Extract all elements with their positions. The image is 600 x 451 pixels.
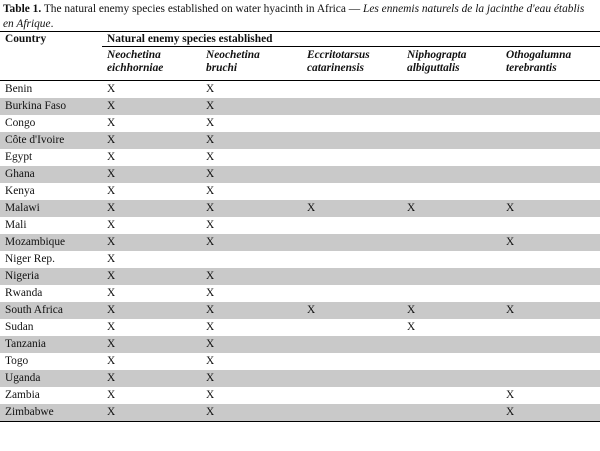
albiguttalis-cell	[402, 115, 501, 132]
bruchi-cell: X	[201, 166, 302, 183]
column-header-species: Othogalumna terebrantis	[501, 47, 600, 81]
country-cell: Niger Rep.	[5, 253, 55, 265]
country-cell: Zambia	[5, 389, 40, 401]
albiguttalis-cell	[402, 183, 501, 200]
caption-text: The natural enemy species established on water hyacinth in Africa —	[41, 3, 363, 15]
terebrantis-cell	[501, 149, 600, 166]
bruchi-cell: X	[201, 370, 302, 387]
bruchi-cell: X	[201, 132, 302, 149]
albiguttalis-cell	[402, 387, 501, 404]
country-cell: Congo	[5, 117, 36, 129]
table-row	[0, 336, 600, 353]
country-cell: Mozambique	[0, 234, 102, 251]
catarinensis-cell	[302, 166, 402, 183]
catarinensis-cell	[302, 251, 402, 268]
albiguttalis-cell: X	[402, 302, 501, 319]
table-row	[0, 234, 600, 251]
terebrantis-cell	[501, 370, 600, 387]
terebrantis-cell: X	[501, 234, 600, 251]
country-cell: South Africa	[0, 302, 102, 319]
column-header-species: Neochetina eichhorniae	[102, 47, 201, 81]
catarinensis-cell	[302, 285, 402, 302]
natural-enemy-table	[0, 31, 600, 422]
country-cell: Egypt	[5, 151, 33, 163]
caption-end: .	[50, 18, 54, 30]
table-row	[0, 149, 600, 166]
table-row	[0, 319, 600, 336]
table-row	[0, 166, 600, 183]
header-row-species	[0, 47, 600, 81]
catarinensis-cell	[302, 132, 402, 149]
bruchi-cell: X	[201, 268, 302, 285]
terebrantis-cell: X	[506, 389, 515, 401]
terebrantis-cell	[501, 132, 600, 149]
bruchi-cell	[201, 251, 302, 268]
eichhorniae-cell: X	[102, 234, 201, 251]
bruchi-cell: X	[201, 98, 302, 115]
country-cell: Zimbabwe	[0, 404, 102, 422]
table-row	[0, 387, 600, 404]
albiguttalis-cell: X	[402, 200, 501, 217]
catarinensis-cell	[302, 183, 402, 200]
eichhorniae-cell: X	[102, 132, 201, 149]
table-row	[0, 81, 600, 99]
eichhorniae-cell: X	[107, 355, 116, 367]
eichhorniae-cell: X	[102, 336, 201, 353]
terebrantis-cell	[501, 285, 600, 302]
terebrantis-cell	[501, 319, 600, 336]
albiguttalis-cell	[402, 336, 501, 353]
table-row	[0, 353, 600, 370]
albiguttalis-cell	[402, 98, 501, 115]
table-row	[0, 370, 600, 387]
column-header-species: Niphograpta albiguttalis	[402, 47, 501, 81]
eichhorniae-cell: X	[102, 166, 201, 183]
eichhorniae-cell: X	[107, 321, 116, 333]
catarinensis-cell	[302, 98, 402, 115]
country-cell: Ghana	[0, 166, 102, 183]
country-cell: Tanzania	[0, 336, 102, 353]
eichhorniae-cell: X	[107, 117, 116, 129]
table-row	[0, 285, 600, 302]
terebrantis-cell	[501, 217, 600, 234]
catarinensis-cell: X	[302, 200, 402, 217]
albiguttalis-cell	[402, 132, 501, 149]
eichhorniae-cell: X	[102, 370, 201, 387]
eichhorniae-cell: X	[107, 151, 116, 163]
catarinensis-cell	[302, 115, 402, 132]
column-header-species: Neochetina bruchi	[201, 47, 302, 81]
catarinensis-cell	[302, 353, 402, 370]
bruchi-cell: X	[201, 302, 302, 319]
terebrantis-cell: X	[501, 302, 600, 319]
bruchi-cell: X	[201, 200, 302, 217]
albiguttalis-cell	[402, 149, 501, 166]
catarinensis-cell	[302, 370, 402, 387]
header-row-group	[0, 32, 600, 47]
eichhorniae-cell: X	[102, 302, 201, 319]
column-header-group: Natural enemy species established	[102, 32, 600, 47]
catarinensis-cell	[302, 387, 402, 404]
table-row	[0, 98, 600, 115]
catarinensis-cell	[302, 336, 402, 353]
albiguttalis-cell	[402, 268, 501, 285]
country-cell: Nigeria	[0, 268, 102, 285]
bruchi-cell: X	[206, 83, 215, 95]
eichhorniae-cell: X	[102, 268, 201, 285]
albiguttalis-cell: X	[407, 321, 416, 333]
albiguttalis-cell	[402, 251, 501, 268]
albiguttalis-cell	[402, 353, 501, 370]
country-cell: Mali	[5, 219, 27, 231]
table-row	[0, 268, 600, 285]
albiguttalis-cell	[402, 370, 501, 387]
table-row	[0, 251, 600, 268]
terebrantis-cell	[501, 115, 600, 132]
terebrantis-cell	[501, 81, 600, 99]
eichhorniae-cell: X	[107, 253, 116, 265]
bruchi-cell: X	[206, 219, 215, 231]
albiguttalis-cell	[402, 234, 501, 251]
country-cell: Rwanda	[5, 287, 43, 299]
terebrantis-cell	[501, 183, 600, 200]
albiguttalis-cell	[402, 166, 501, 183]
bruchi-cell: X	[206, 151, 215, 163]
bruchi-cell: X	[206, 321, 215, 333]
table-caption	[3, 2, 597, 32]
catarinensis-cell	[302, 404, 402, 422]
catarinensis-cell	[302, 268, 402, 285]
eichhorniae-cell: X	[107, 185, 116, 197]
table-body	[0, 81, 600, 422]
terebrantis-cell	[501, 353, 600, 370]
table-row	[0, 132, 600, 149]
terebrantis-cell	[501, 251, 600, 268]
terebrantis-cell: X	[501, 200, 600, 217]
country-cell: Burkina Faso	[0, 98, 102, 115]
bruchi-cell: X	[201, 336, 302, 353]
bruchi-cell: X	[206, 117, 215, 129]
caption-label: Table 1.	[3, 3, 42, 15]
catarinensis-cell	[302, 319, 402, 336]
albiguttalis-cell	[402, 217, 501, 234]
country-cell: Sudan	[5, 321, 34, 333]
country-cell: Benin	[5, 83, 33, 95]
eichhorniae-cell: X	[107, 287, 116, 299]
bruchi-cell: X	[201, 404, 302, 422]
country-cell: Malawi	[0, 200, 102, 217]
bruchi-cell: X	[206, 185, 215, 197]
table-row	[0, 183, 600, 200]
eichhorniae-cell: X	[107, 389, 116, 401]
eichhorniae-cell: X	[107, 219, 116, 231]
albiguttalis-cell	[402, 285, 501, 302]
bruchi-cell: X	[206, 355, 215, 367]
country-cell: Togo	[5, 355, 29, 367]
eichhorniae-cell: X	[102, 98, 201, 115]
terebrantis-cell	[501, 166, 600, 183]
eichhorniae-cell: X	[102, 404, 201, 422]
caption-french: Les ennemis naturels de la jacinthe d'eau établis en Afrique	[3, 3, 585, 30]
table-row	[0, 115, 600, 132]
terebrantis-cell: X	[501, 404, 600, 422]
table-row	[0, 217, 600, 234]
catarinensis-cell	[302, 234, 402, 251]
terebrantis-cell	[501, 336, 600, 353]
country-cell: Côte d'Ivoire	[0, 132, 102, 149]
table-row	[0, 200, 600, 217]
catarinensis-cell: X	[302, 302, 402, 319]
terebrantis-cell	[501, 98, 600, 115]
terebrantis-cell	[501, 268, 600, 285]
column-header-blank	[0, 47, 102, 81]
catarinensis-cell	[302, 217, 402, 234]
table-row	[0, 302, 600, 319]
bruchi-cell: X	[206, 287, 215, 299]
column-header-country: Country	[0, 32, 102, 47]
country-cell: Kenya	[5, 185, 35, 197]
bruchi-cell: X	[206, 389, 215, 401]
eichhorniae-cell: X	[107, 83, 116, 95]
albiguttalis-cell	[402, 404, 501, 422]
table-row	[0, 404, 600, 422]
bruchi-cell: X	[201, 234, 302, 251]
catarinensis-cell	[302, 149, 402, 166]
eichhorniae-cell: X	[102, 200, 201, 217]
column-header-species: Eccritotarsus catarinensis	[302, 47, 402, 81]
catarinensis-cell	[302, 81, 402, 99]
country-cell: Uganda	[0, 370, 102, 387]
albiguttalis-cell	[402, 81, 501, 99]
